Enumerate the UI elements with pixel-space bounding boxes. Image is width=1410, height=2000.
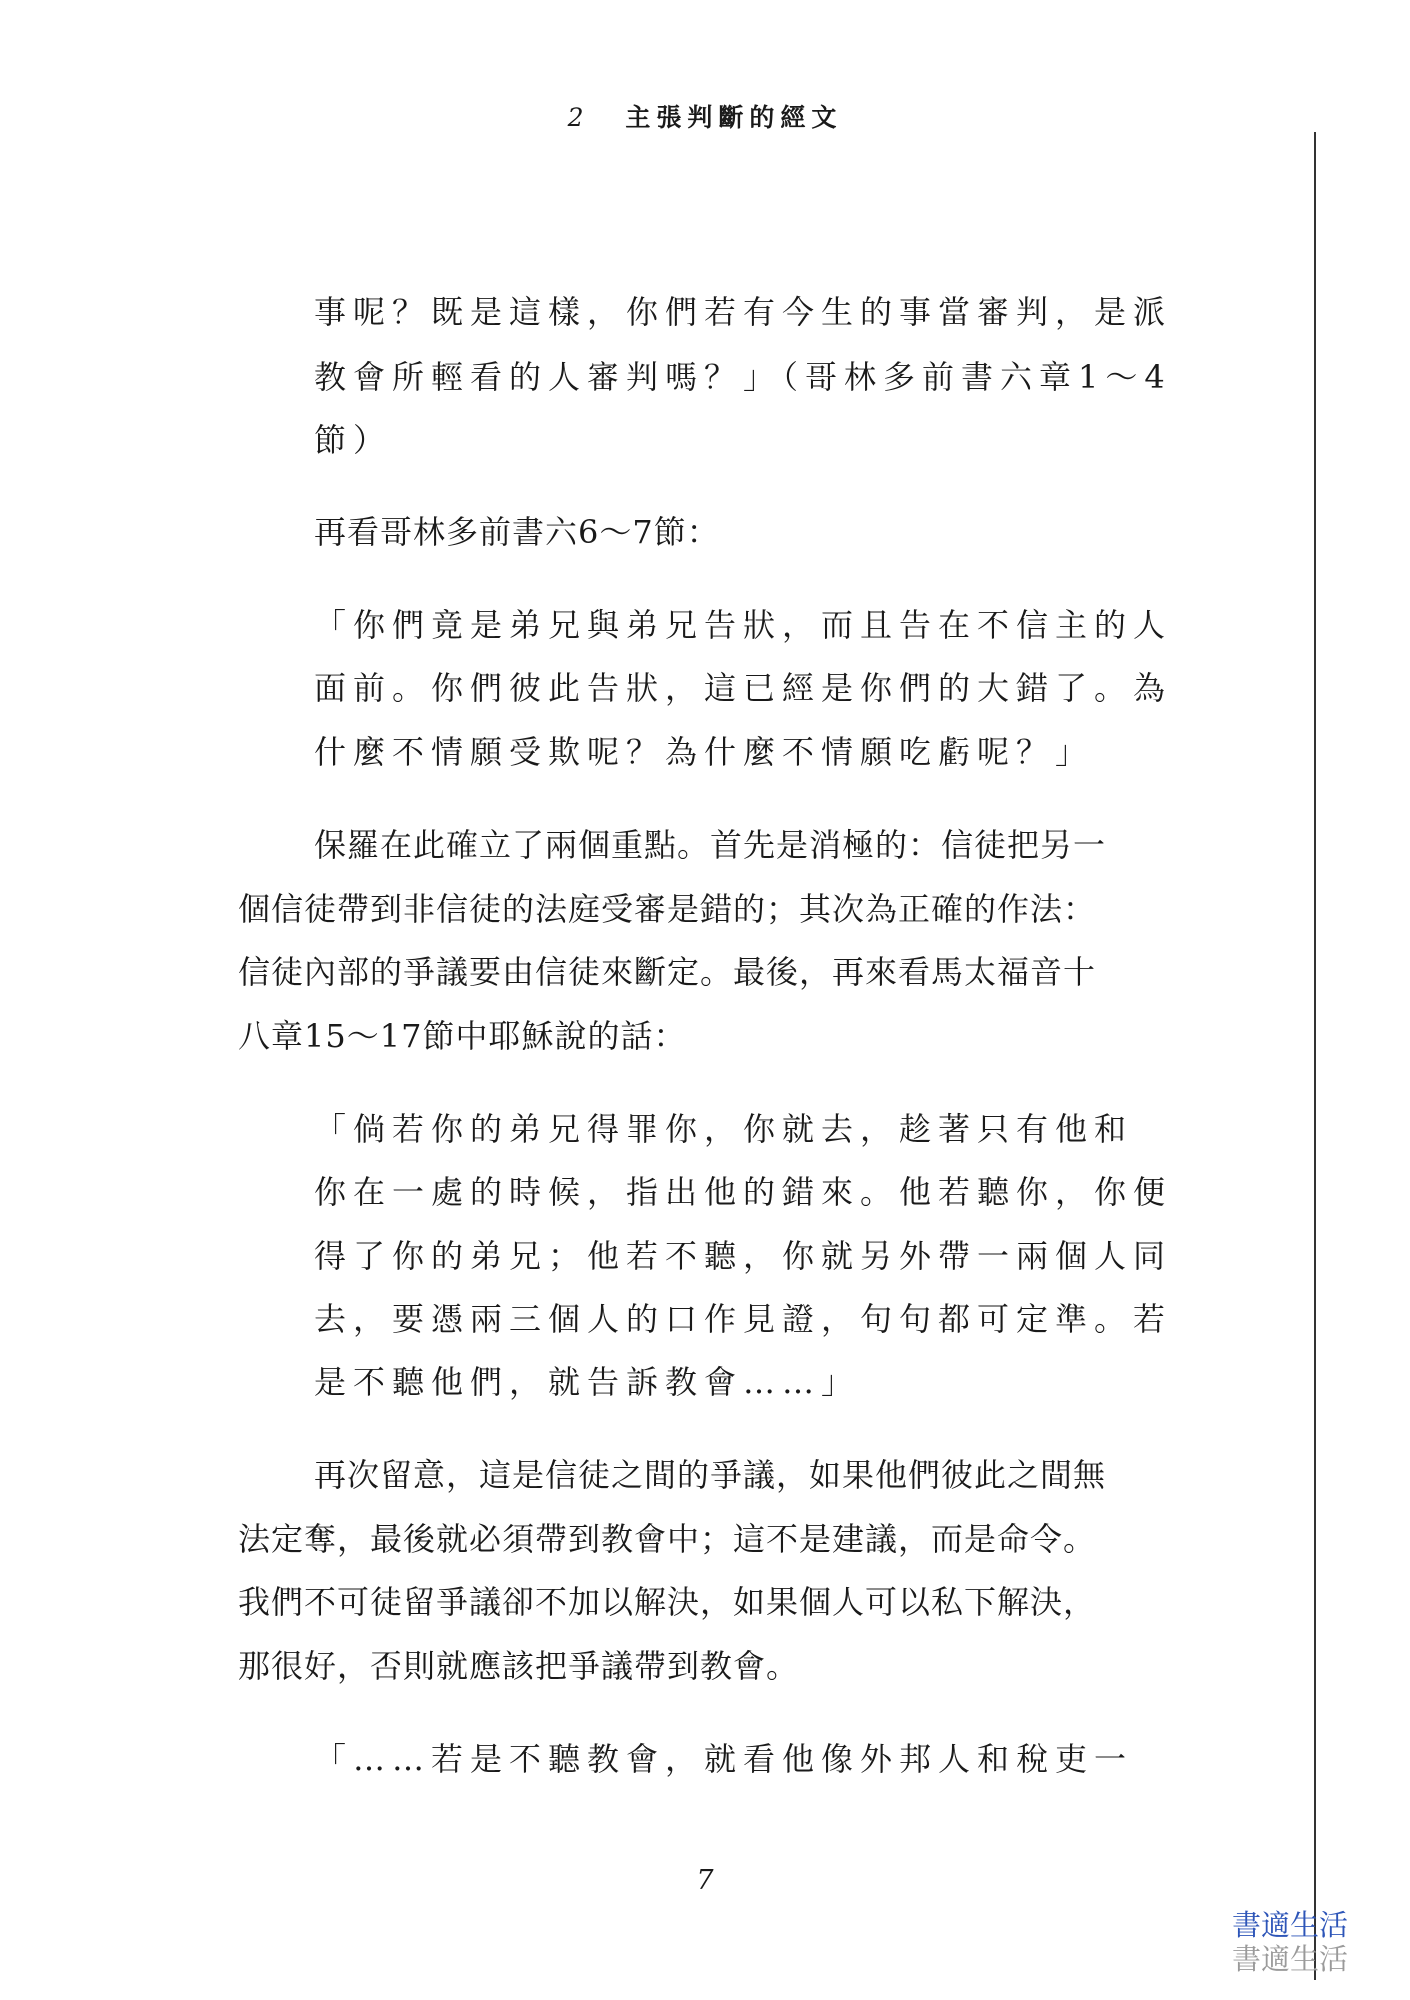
chapter-number: 2 <box>567 103 588 132</box>
text-line: 「……若是不聽教會，就看他像外邦人和稅吏一 <box>314 1740 1134 1778</box>
text-line: 「倘若你的弟兄得罪你，你就去，趁著只有他和 <box>314 1110 1134 1148</box>
text-line: 是不聽他們，就告訴教會……」 <box>314 1363 861 1401</box>
text-line: 得了你的弟兄；他若不聽，你就另外帶一兩個人同 <box>314 1237 1173 1275</box>
text-line: 「你們竟是弟兄與弟兄告狀，而且告在不信主的人 <box>314 606 1173 644</box>
text-line: 你在一處的時候，指出他的錯來。他若聽你，你便 <box>314 1173 1173 1211</box>
text-line: 節） <box>314 421 393 459</box>
text-line: 那很好，否則就應該把爭議帶到教會。 <box>238 1647 800 1685</box>
text-line: 教會所輕看的人審判嗎？」（哥林多前書六章1～4 <box>314 358 1172 396</box>
page-number: 7 <box>696 1865 714 1896</box>
text-line: 信徒內部的爭議要由信徒來斷定。最後，再來看馬太福音十 <box>238 953 1097 991</box>
watermark-line-2: 書適生活 <box>1232 1942 1349 1976</box>
margin-rule <box>1314 132 1316 1980</box>
text-line: 個信徒帶到非信徒的法庭受審是錯的；其次為正確的作法： <box>238 890 1097 928</box>
text-line: 去，要憑兩三個人的口作見證，句句都可定準。若 <box>314 1300 1173 1338</box>
text-line: 法定奪，最後就必須帶到教會中；這不是建議，而是命令。 <box>238 1520 1097 1558</box>
text-line: 什麼不情願受欺呢？為什麼不情願吃虧呢？」 <box>314 733 1095 771</box>
text-line: 面前。你們彼此告狀，這已經是你們的大錯了。為 <box>314 669 1173 707</box>
text-line: 再次留意，這是信徒之間的爭議，如果他們彼此之間無 <box>314 1456 1107 1494</box>
running-header <box>0 98 1410 134</box>
text-line: 再看哥林多前書六6～7節： <box>314 513 720 551</box>
text-line: 事呢？既是這樣，你們若有今生的事當審判，是派 <box>314 293 1173 331</box>
text-line: 保羅在此確立了兩個重點。首先是消極的：信徒把另一 <box>314 826 1107 864</box>
text-line: 八章15～17節中耶穌說的話： <box>238 1017 687 1055</box>
chapter-title: 主張判斷的經文 <box>625 103 843 132</box>
text-line: 我們不可徒留爭議卻不加以解決，如果個人可以私下解決， <box>238 1583 1097 1621</box>
watermark-line-1: 書適生活 <box>1232 1908 1349 1942</box>
